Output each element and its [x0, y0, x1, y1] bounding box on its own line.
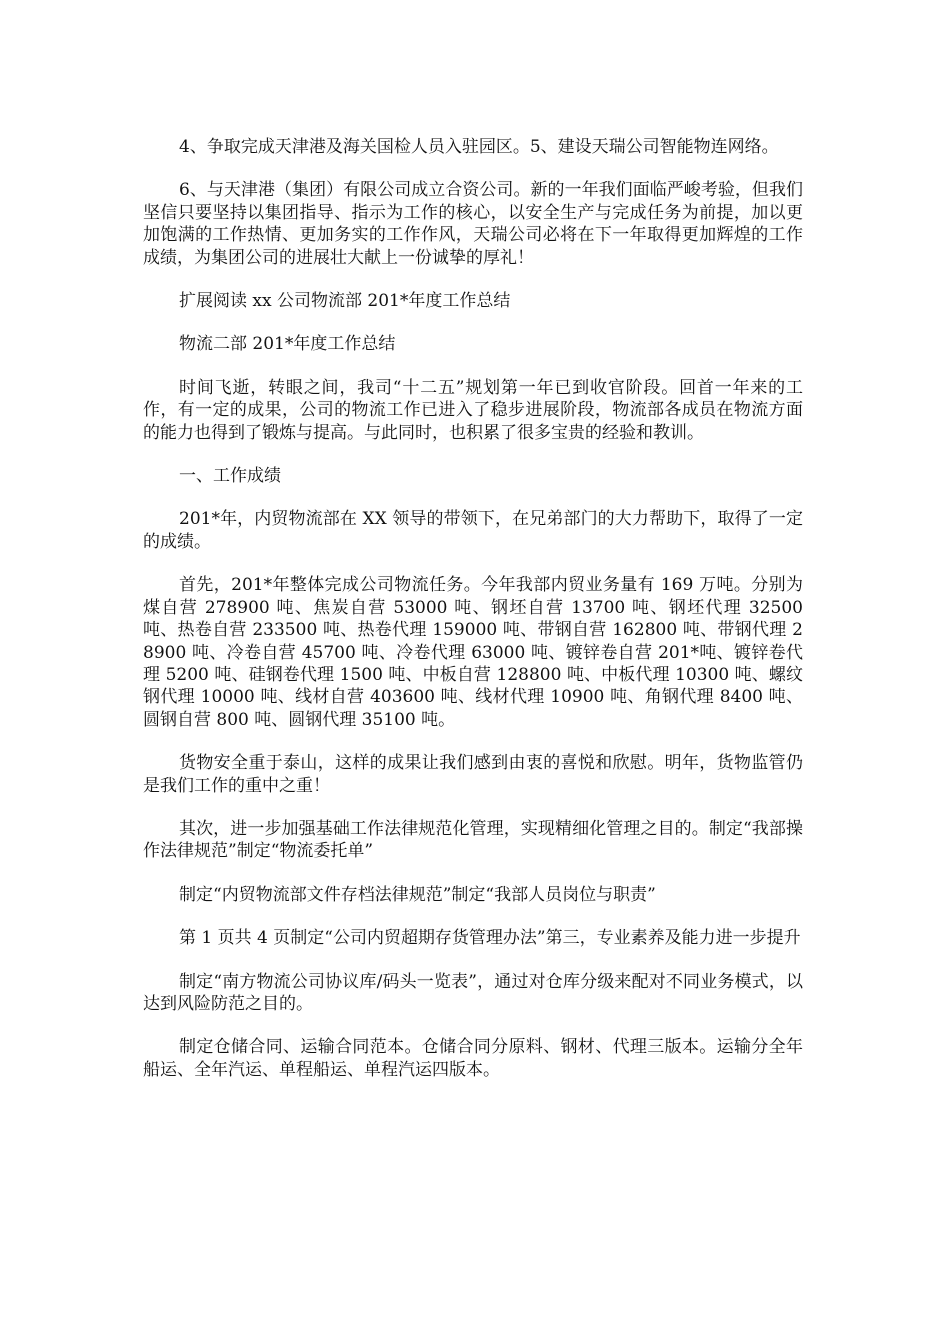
document-body — [143, 136, 803, 1102]
paragraph-cargo-safety: 货物安全重于泰山，这样的成果让我们感到由衷的喜悦和欣慰。明年，货物监管仍是我们工作的重中之重！ — [143, 753, 803, 796]
paragraph-extended-reading: 扩展阅读 xx 公司物流部 201*年度工作总结 — [179, 291, 511, 312]
paragraph-page-footer-inventory: 第 1 页共 4 页制定“公司内贸超期存货管理办法”第三，专业素养及能力进一步提升 — [179, 928, 801, 949]
paragraph-goal-6: 6、与天津港（集团）有限公司成立合资公司。新的一年我们面临严峻考验，但我们坚信只要坚持以集团指导、指示为工作的核心，以安全生产与完成任务为前提，加以更加饱满的工作热情、更加务实的工作作风，天瑞公司必将在下一年取得更加辉煌的工作成绩，为集团公司的进展壮大献上一份诚挚的厚礼！ — [143, 180, 803, 268]
paragraph-volume-details: 首先，201*年整体完成公司物流任务。今年我部内贸业务量有 169 万吨。分别为煤自营 278900 吨、焦炭自营 53000 吨、钢坯自营 13700 吨、钢坯代理 32500 吨、热卷自营 233500 吨、热卷代理 159000 吨、带钢自营 162800 吨、带钢代理 28900 吨、冷卷自营 45700 吨、冷卷代理 63000 吨、镀锌卷自营 201*吨、镀锌卷代理 5200 吨、硅钢卷代理 1500 吨、中板自营 128800 吨、中板代理 10300 吨、螺纹钢代理 10000 吨、线材自营 403600 吨、线材代理 10900 吨、角钢代理 8400 吨、圆钢自营 800 吨、圆钢代理 35100 吨。 — [143, 575, 803, 730]
paragraph-section-title: 物流二部 201*年度工作总结 — [179, 334, 396, 355]
paragraph-warehouse-list: 制定“南方物流公司协议库/码头一览表”，通过对仓库分级来配对不同业务模式，以达到风险防范之目的。 — [143, 971, 803, 1014]
paragraph-archive-rules: 制定“内贸物流部文件存档法律规范”制定“我部人员岗位与职责” — [179, 884, 656, 905]
paragraph-achievements-summary: 201*年，内贸物流部在 XX 领导的带领下，在兄弟部门的大力帮助下，取得了一定的成绩。 — [143, 509, 803, 552]
paragraph-regulation: 其次，进一步加强基础工作法律规范化管理，实现精细化管理之目的。制定“我部操作法律规范”制定“物流委托单” — [143, 818, 803, 862]
paragraph-introduction: 时间飞逝，转眼之间，我司“十二五”规划第一年已到收官阶段。回首一年来的工作，有一定的成果，公司的物流工作已进入了稳步进展阶段，物流部各成员在物流方面的能力也得到了锻炼与提高。与此同时，也积累了很多宝贵的经验和教训。 — [143, 377, 803, 443]
paragraph-goals-4-5: 4、争取完成天津港及海关国检人员入驻园区。5、建设天瑞公司智能物连网络。 — [179, 137, 779, 157]
paragraph-contract-templates: 制定仓储合同、运输合同范本。仓储合同分原料、钢材、代理三版本。运输分全年船运、全年汽运、单程船运、单程汽运四版本。 — [143, 1037, 803, 1080]
paragraph-heading-achievements: 一、工作成绩 — [179, 466, 281, 487]
